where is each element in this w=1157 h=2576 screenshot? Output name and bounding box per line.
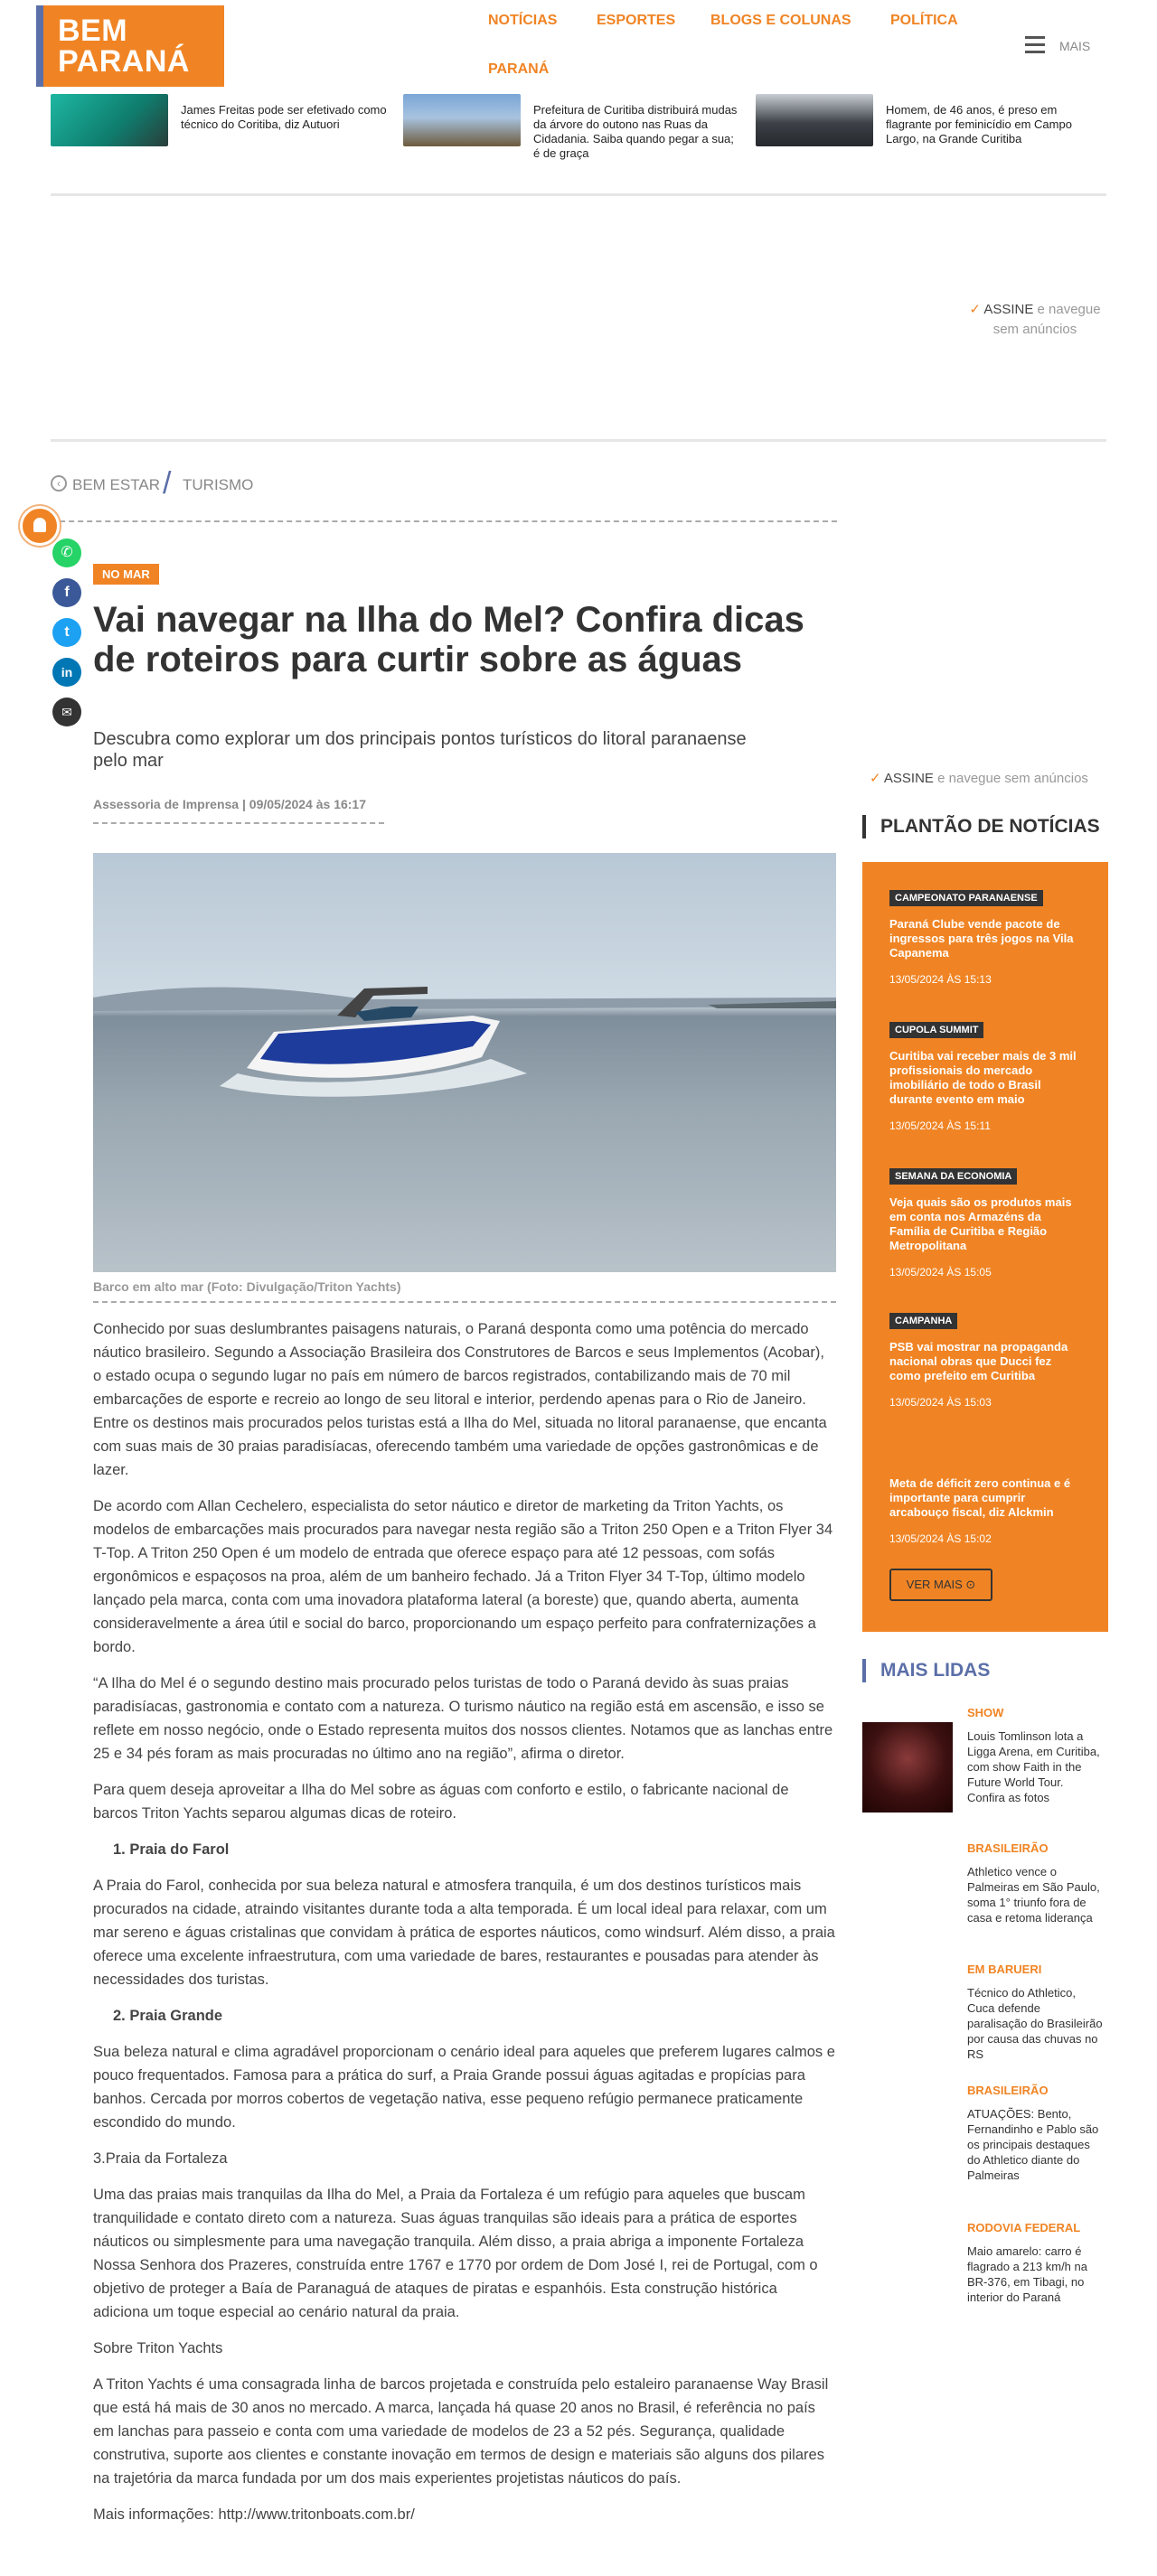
nav-noticias[interactable]: NOTÍCIAS bbox=[488, 13, 558, 28]
mais-lidas-category: BRASILEIRÃO bbox=[967, 2084, 1049, 2097]
plantao-headline: Paraná Clube vende pacote de ingressos para três jogos na Vila Capanema bbox=[889, 917, 1074, 960]
paragraph: Uma das praias mais tranquilas da Ilha do Mel, a Praia da Fortaleza é um refúgio para aqueles que buscam tranquilidade e contato direto com a natureza. Suas águas tranquilas são ideais para a prática de esportes náuticos ou simplesmente para uma navegação tranquila. Além disso, a praia abriga a imponente Fortaleza Nossa Senhora dos Prazeres, construída entre 1767 e 1770 por ordem de Dom José I, rei de Portugal, com o objetivo de proteger a Baía de Paranaguá de ataques de piratas e espanhóis. Esta construção histórica adiciona um toque especial ao cenário natural da praia. bbox=[93, 2187, 818, 2320]
section-heading: Sobre Triton Yachts bbox=[93, 2340, 223, 2356]
plantao-item[interactable] bbox=[889, 1466, 1079, 1545]
plantao-date: 13/05/2024 ÀS 15:03 bbox=[889, 1396, 992, 1409]
paragraph: A Triton Yachts é uma consagrada linha de barcos projetada e construída pelo estaleiro paranaense Way Brasil que está há mais de 30 anos no mercado. A marca, lançada há quase 20 anos no Brasil, é referência no país em lanchas para passeio e conta com uma variedade de modelos de 23 a 52 pés. Segurança, qualidade construtiva, suporte aos clientes e constante inovação em termos de design e materiais são alguns dos pilares na trajetória da marca fundada por um dos mais experientes projetistas náuticos do país. bbox=[93, 2376, 829, 2487]
paragraph: Sua beleza natural e clima agradável proporcionam o cenário ideal para aqueles que preferem lugares calmos e pouco frequentados. Famosa para a prática do surf, a Praia Grande possui águas agitadas e propícias para banhos. Cercada por morros cobertos de vegetação nativa, esse pequeno refúgio permanece praticamente escondido do mundo. bbox=[93, 2044, 835, 2131]
paragraph: De acordo com Allan Cechelero, especialista do setor náutico e diretor de marketing da Triton Yachts, os modelos de embarcações mais procurados para navegar nesta região são a Triton 250 Open e a Triton Flyer 34 T-Top. A Triton 250 Open é um modelo de entrada que oferece espaço para até 12 pessoas, com sofás ergonômicos e espaçosos na proa, além de um banheiro fechado. Já a Triton Flyer 34 T-Top, último modelo lançado pela marca, conta com uma inovadora plataforma lateral (a boreste) que, quando aberta, aumenta consideravelmente a área útil e social do barco, proporcionando um espaço perfeito para confraternizações a bordo. bbox=[93, 1498, 833, 1655]
plantao-tag: CAMPANHA bbox=[889, 1313, 957, 1329]
divider bbox=[51, 439, 1106, 442]
mais-lidas-headline: Técnico do Athletico, Cuca defende paralisação do Brasileirão por causa das chuvas no RS bbox=[967, 1986, 1103, 2061]
logo-line-1: BEM bbox=[58, 14, 128, 48]
paragraph: Para quem deseja aproveitar a Ilha do Mel sobre as águas com conforto e estilo, o fabricante nacional de barcos Triton Yachts separou algumas dicas de roteiro. bbox=[93, 1782, 789, 1822]
hamburger-icon bbox=[1025, 36, 1045, 54]
article-subtitle: Descubra como explorar um dos principais pontos turísticos do litoral paranaense pelo mar bbox=[93, 729, 747, 771]
section-heading: 2. Praia Grande bbox=[113, 2008, 223, 2024]
plantao-tag: SEMANA DA ECONOMIA bbox=[889, 1168, 1017, 1185]
divider bbox=[93, 1301, 836, 1303]
mais-lidas-category: EM BARUERI bbox=[967, 1962, 1042, 1976]
plantao-item[interactable] bbox=[889, 1167, 1079, 1279]
related-headline: Prefeitura de Curitiba distribuirá mudas da árvore do outono nas Ruas da Cidadania. Saiba quando pegar a sua; é de graça bbox=[533, 103, 738, 160]
plantao-item[interactable] bbox=[889, 1312, 1079, 1409]
assine-label: ASSINE bbox=[983, 302, 1034, 317]
plantao-headline: Curitiba vai receber mais de 3 mil profissionais do mercado imobiliário de todo o Brasil durante evento em maio bbox=[889, 1049, 1077, 1106]
linkedin-share-icon[interactable]: in bbox=[52, 658, 81, 687]
check-icon: ✓ bbox=[870, 771, 881, 786]
mais-lidas-item[interactable] bbox=[967, 2084, 1103, 2183]
mais-lidas-category: BRASILEIRÃO bbox=[967, 1841, 1049, 1855]
article-byline: Assessoria de Imprensa | 09/05/2024 às 16:17 bbox=[93, 797, 367, 811]
article-hero-image bbox=[93, 853, 836, 1272]
mais-lidas-item[interactable] bbox=[967, 2221, 1103, 2305]
related-item[interactable] bbox=[403, 94, 738, 160]
paragraph: Conhecido por suas deslumbrantes paisagens naturais, o Paraná desponta como uma potência do mercado náutico brasileiro. Segundo a Associação Brasileira dos Construtores de Barcos e seus Implementos (Acobar), o estado ocupa o segundo lugar no país em número de barcos registrados, contabilizando mais de 70 mil embarcações de esporte e recreio ao longo de seu litoral e interior, perdendo apenas para o Rio de Janeiro. Entre os destinos mais procurados pelos turistas está a Ilha do Mel, situada no litoral paranaense, que encanta com suas mais de 30 praias paradisíacas, oferecendo também uma variedade de opções gastronômicas e de lazer. bbox=[93, 1321, 827, 1478]
nav-esportes[interactable]: ESPORTES bbox=[597, 13, 676, 28]
ver-mais-button[interactable] bbox=[889, 1569, 992, 1601]
plantao-headline: Veja quais são os produtos mais em conta nos Armazéns da Família de Curitiba e Região Metropolitana bbox=[889, 1195, 1072, 1252]
site-logo[interactable] bbox=[36, 5, 224, 87]
assine-label: ASSINE bbox=[883, 771, 934, 786]
mais-lidas-item[interactable] bbox=[967, 1706, 1103, 1805]
mais-lidas-title: MAIS LIDAS bbox=[862, 1659, 990, 1682]
mais-lidas-headline: ATUAÇÕES: Bento, Fernandinho e Pablo são os principais destaques do Athletico diante do Palmeiras bbox=[967, 2107, 1099, 2182]
assine-text: e navegue bbox=[1037, 302, 1101, 317]
related-item[interactable] bbox=[51, 94, 385, 150]
menu-button[interactable] bbox=[1025, 34, 1097, 60]
image-caption: Barco em alto mar (Foto: Divulgação/Triton Yachts) bbox=[93, 1279, 401, 1294]
arrow-circle-icon: ⊙ bbox=[965, 1578, 976, 1591]
related-thumbnail bbox=[756, 94, 873, 146]
email-share-icon[interactable]: ✉ bbox=[52, 698, 81, 726]
related-headline: James Freitas pode ser efetivado como técnico do Coritiba, diz Autuori bbox=[181, 103, 387, 131]
mais-lidas-headline: Athletico vence o Palmeiras em São Paulo, soma 1° triunfo fora de casa e retoma liderança bbox=[967, 1865, 1100, 1925]
logo-line-2: PARANÁ bbox=[58, 44, 190, 79]
nav-blogs-colunas[interactable]: BLOGS E COLUNAS bbox=[710, 13, 851, 28]
related-strip bbox=[0, 94, 1157, 160]
mais-lidas-item[interactable] bbox=[967, 1962, 1103, 2062]
divider bbox=[51, 193, 1106, 196]
ver-mais-label: VER MAIS bbox=[906, 1578, 963, 1591]
mais-lidas-item[interactable] bbox=[967, 1841, 1103, 1925]
related-thumbnail bbox=[403, 94, 521, 146]
mais-lidas-category: SHOW bbox=[967, 1706, 1004, 1719]
plantao-date: 13/05/2024 ÀS 15:02 bbox=[889, 1532, 992, 1545]
plantao-item[interactable] bbox=[889, 889, 1079, 986]
plantao-date: 13/05/2024 ÀS 15:13 bbox=[889, 973, 992, 986]
plantao-date: 13/05/2024 ÀS 15:11 bbox=[889, 1119, 991, 1132]
related-headline: Homem, de 46 anos, é preso em flagrante por feminicídio em Campo Largo, na Grande Curitiba bbox=[886, 103, 1072, 145]
section-heading: 1. Praia do Farol bbox=[113, 1841, 230, 1858]
boat-illustration bbox=[93, 853, 836, 1272]
assine-promo-side[interactable] bbox=[870, 770, 1088, 786]
whatsapp-share-icon[interactable]: ✆ bbox=[52, 539, 81, 567]
nav-parana[interactable]: PARANÁ bbox=[488, 61, 550, 77]
divider bbox=[51, 520, 837, 522]
notification-bell-icon[interactable] bbox=[20, 506, 60, 546]
assine-text: e navegue sem anúncios bbox=[937, 771, 1088, 786]
facebook-share-icon[interactable]: f bbox=[52, 578, 81, 607]
breadcrumb-turismo[interactable]: TURISMO bbox=[183, 476, 254, 493]
mais-lidas-thumbnail[interactable] bbox=[862, 1722, 953, 1813]
mais-lidas-headline: Maio amarelo: carro é flagrado a 213 km/h na BR-376, em Tibagi, no interior do Paraná bbox=[967, 2244, 1087, 2304]
related-thumbnail bbox=[51, 94, 168, 146]
plantao-headline: Meta de déficit zero continua e é importante para cumprir arcabouço fiscal, diz Alckmin bbox=[889, 1476, 1071, 1519]
paragraph: “A Ilha do Mel é o segundo destino mais procurado pelos turistas de todo o Paraná devido às suas praias paradisíacas, gastronomia e contato com a natureza. O turismo náutico na região está em ascensão, e isso se reflete em nosso negócio, onde o Estado representa muitos dos nossos clientes. Notamos que as lanchas entre 25 e 34 pés foram as mais procuradas no último ano na região”, afirma o diretor. bbox=[93, 1675, 833, 1762]
breadcrumb-separator: / bbox=[163, 466, 172, 501]
nav-politica[interactable]: POLÍTICA bbox=[890, 13, 958, 28]
plantao-tag: CUPOLA SUMMIT bbox=[889, 1022, 983, 1038]
plantao-box bbox=[862, 862, 1108, 1632]
menu-label: MAIS bbox=[1059, 39, 1091, 53]
mais-lidas-headline: Louis Tomlinson lota a Ligga Arena, em Curitiba, com show Faith in the Future World Tour. Confira as fotos bbox=[967, 1729, 1100, 1804]
site-header bbox=[0, 0, 1157, 98]
article-title: Vai navegar na Ilha do Mel? Confira dicas de roteiros para curtir sobre as águas bbox=[93, 600, 804, 679]
plantao-date: 13/05/2024 ÀS 15:05 bbox=[889, 1266, 992, 1279]
article-body bbox=[93, 1317, 836, 2539]
plantao-title: PLANTÃO DE NOTÍCIAS bbox=[862, 815, 1100, 838]
assine-text: sem anúncios bbox=[992, 322, 1077, 337]
check-icon: ✓ bbox=[969, 302, 981, 317]
paragraph: A Praia do Farol, conhecida por sua beleza natural e atmosfera tranquila, é um dos destinos turísticos mais procurados na cidade, atraindo visitantes durante toda a alta temporada. É um local ideal para relaxar, com um mar sereno e águas cristalinas que convidam à prática de esportes náuticos, como windsurf. Além disso, a praia oferece uma excelente infraestrutura, com uma variedade de bares, restaurantes e pousadas para atender às necessidades dos turistas. bbox=[93, 1878, 835, 1988]
section-heading: 3.Praia da Fortaleza bbox=[93, 2150, 228, 2167]
article-tag[interactable]: NO MAR bbox=[93, 564, 159, 585]
plantao-headline: PSB vai mostrar na propaganda nacional obras que Ducci fez como prefeito em Curitiba bbox=[889, 1340, 1068, 1382]
back-arrow-icon[interactable]: ‹ bbox=[51, 475, 67, 492]
paragraph[interactable]: Mais informações: http://www.tritonboats.com.br/ bbox=[93, 2506, 415, 2523]
plantao-tag: CAMPEONATO PARANAENSE bbox=[889, 890, 1043, 906]
mais-lidas-category: RODOVIA FEDERAL bbox=[967, 2221, 1081, 2234]
breadcrumb-bem-estar[interactable]: BEM ESTAR bbox=[72, 476, 160, 493]
related-item[interactable] bbox=[756, 94, 1090, 150]
plantao-item[interactable] bbox=[889, 1021, 1079, 1132]
assine-promo-top[interactable] bbox=[940, 300, 1130, 340]
divider bbox=[93, 822, 384, 824]
twitter-share-icon[interactable]: t bbox=[52, 618, 81, 647]
